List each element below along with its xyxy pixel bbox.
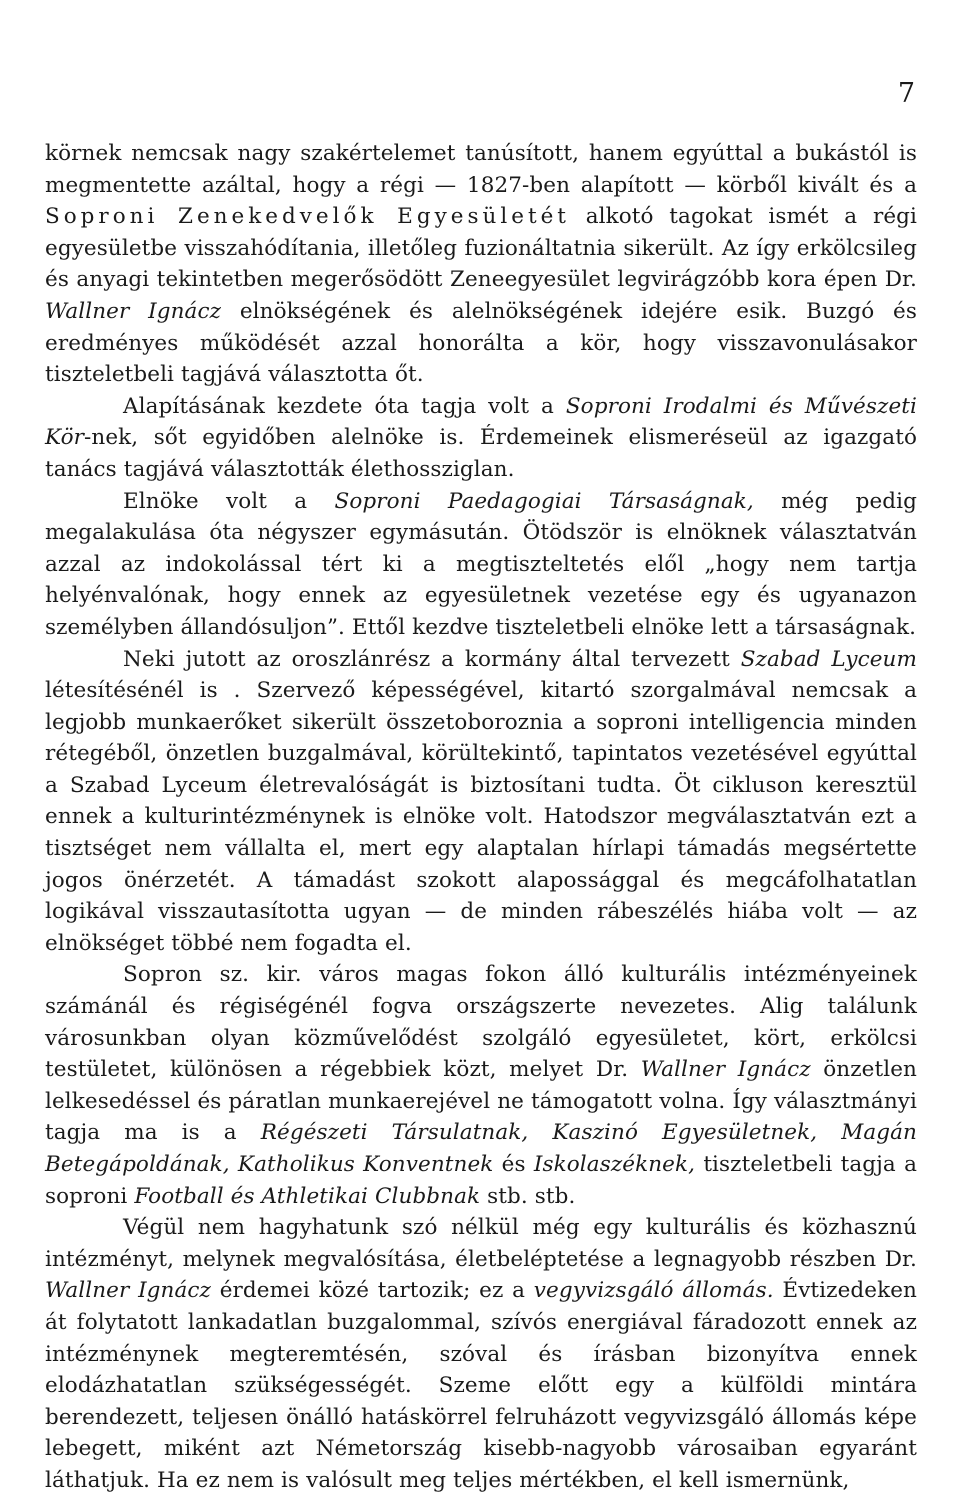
text-segment: elnökségének és alelnökségének idejére esik. Buzgó és eredményes működését azzal honorálta a kör, hogy visszavonulásakor tiszteletbeli tagjává választotta őt. [45, 298, 917, 388]
italic-text: vegyvizsgáló állomás. [533, 1278, 774, 1304]
text-segment: érdemei közé tartozik; ez a [210, 1278, 534, 1304]
paragraph [45, 391, 917, 486]
paragraph [45, 138, 917, 391]
text-segment: alkotó tagokat ismét a régi egyesületbe visszahódítania, illetőleg fuzionáltatnia sikerült. Az így erkölcsileg és anyagi tekintetben megerősödött Zeneegyesület legvirágzóbb kora épen Dr. [45, 204, 917, 293]
italic-text: Iskolaszéknek, [533, 1152, 696, 1177]
page-number: 7 [897, 78, 915, 109]
text-segment: -nek, sőt egyidőben alelnöke is. Érdemeinek elismeréseül az igazgató tanács tagjává választották élethossziglan. [45, 425, 917, 482]
text-segment: Alapításának kezdete óta tagja volt a [123, 393, 566, 419]
text-segment: Évtizedeken át folytatott lankadatlan buzgalommal, szívós energiával fáradozott ennek az intézménynek megteremtésén, szóval és írásban bizonyítva ennek elodázhatatlan szükségességét. Szeme előtt egy a külföldi mintára berendezett, teljesen önálló hatáskörrel felruházott vegyvizsgáló állomás képe lebegett, miként azt Németország kisebb-nagyobb városaiban egyaránt láthatjuk. Ha ez nem is valósult meg teljes mértékben, el kell ismernünk, [45, 1278, 917, 1493]
italic-text: Régészeti Társulatnak, Kaszinó Egyesületnek, Magán Betegápoldának, Katholikus Konventnek [45, 1120, 917, 1177]
paragraph [45, 644, 917, 960]
text-segment: önzetlen lelkesedéssel és páratlan munkaerejével ne támogatott volna. Így választmányi tagja ma is a [45, 1057, 917, 1146]
italic-text: Wallner Ignácz [45, 1278, 211, 1304]
paragraph [45, 959, 917, 1212]
text-segment: és [493, 1152, 534, 1177]
text-segment: létesítésénél is . Szervező képességével, kitartó szorgalmával nemcsak a legjobb munkaerőket sikerült összetoboroznia a soproni intelligencia minden rétegéből, önzetlen buzgalmával, körültekintő, tapintatos vezetésével egyúttal a Szabad Lyceum életrevalóságát is biztosítani tudta. Öt cikluson keresztül ennek a kulturintézménynek is elnöke volt. Hatodszor megválasztatván ezt a tisztséget nem vállalta el, mert egy alaptalan hírlapi támadás megsértette jogos önérzetét. A támadást szokott alapossággal és megcáfolhatatlan logikával visszautasította ugyan — de minden rábeszélés hiába volt — az elnökséget többé nem fogadta el. [45, 678, 917, 956]
spaced-text: Soproni Zenekedvelők Egyesületét [45, 204, 570, 230]
italic-text: Football és Athletikai Clubbnak [134, 1183, 481, 1209]
text-segment: körnek nemcsak nagy szakértelemet tanúsított, hanem egyúttal a bukástól is megmentette azáltal, hogy a régi — 1827-ben alapított — körből kivált és a [45, 141, 917, 198]
text-segment: stb. stb. [480, 1183, 576, 1209]
italic-text: Wallner Ignácz [45, 298, 222, 324]
text-segment: Végül nem hagyhatunk szó nélkül még egy kulturális és közhasznú intézményt, melynek megvalósítása, életbeléptetése a legnagyobb részben Dr. [45, 1215, 917, 1272]
body-text [45, 138, 917, 1497]
italic-text: Soproni Paedagogiai Társaságnak, [334, 488, 754, 514]
italic-text: Wallner Ignácz [640, 1057, 811, 1083]
text-segment: Elnöke volt a [123, 488, 335, 514]
text-segment: még pedig megalakulása óta négyszer egymásután. Ötödször is elnöknek választatván azzal az indokolással tért ki a megtiszteltetés elől „hogy nem tartja helyénvalónak, hogy ennek az egyesületnek vezetése egy és ugyanazon személyben állandósuljon”. Ettől kezdve tiszteletbeli elnöke lett a társaságnak. [45, 488, 917, 640]
paragraph [45, 486, 917, 644]
text-segment: Sopron sz. kir. város magas fokon álló kulturális intézményeinek számánál és régiségénél fogva országszerte nevezetes. Alig találunk városunkban olyan közművelődést szolgáló egyesületet, kört, erkölcsi testületet, különösen a régebbiek közt, melyet Dr. [45, 962, 917, 1083]
italic-text: Szabad Lyceum [740, 646, 917, 672]
text-segment: tiszteletbeli tagja a soproni [45, 1152, 917, 1209]
text-segment: Neki jutott az oroszlánrész a kormány által tervezett [123, 646, 741, 672]
paragraph [45, 1212, 917, 1496]
italic-text: Soproni Irodalmi és Művészeti Kör [45, 393, 917, 451]
